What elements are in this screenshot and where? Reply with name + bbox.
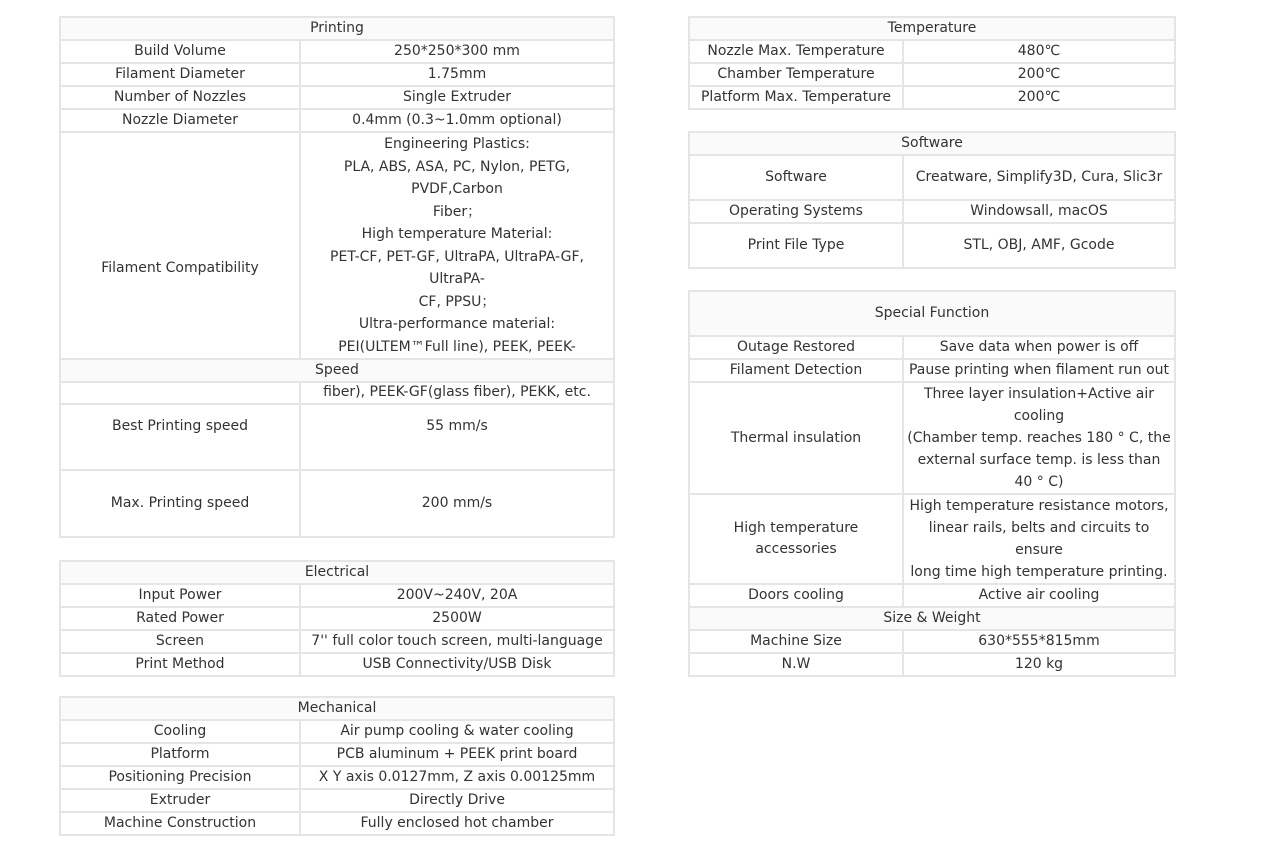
- section-title: Electrical: [60, 561, 614, 584]
- spec-value: Pause printing when filament run out: [903, 359, 1175, 382]
- printing-table: [59, 16, 615, 405]
- spec-value: Creatware, Simplify3D, Cura, Slic3r: [903, 155, 1175, 200]
- spec-label: Input Power: [60, 584, 300, 607]
- spec-label: Chamber Temperature: [689, 63, 903, 86]
- spec-value: Active air cooling: [903, 584, 1175, 607]
- spec-value: 55 mm/s: [300, 382, 614, 470]
- table-row: [60, 789, 614, 812]
- spec-label: High temperature accessories: [689, 494, 903, 584]
- spec-label: Doors cooling: [689, 584, 903, 607]
- section-title: Temperature: [689, 17, 1175, 40]
- table-row: [689, 494, 1175, 584]
- spec-value: 200℃: [903, 86, 1175, 109]
- table-row: [689, 630, 1175, 653]
- table-row: [689, 382, 1175, 494]
- spec-value: Air pump cooling & water cooling: [300, 720, 614, 743]
- spec-value: Directly Drive: [300, 789, 614, 812]
- section-title: Size & Weight: [689, 607, 1175, 630]
- spec-value: 0.4mm (0.3~1.0mm optional): [300, 109, 614, 132]
- section-title: Software: [689, 132, 1175, 155]
- spec-value: Windowsall, macOS: [903, 200, 1175, 223]
- spec-label: Nozzle Diameter: [60, 109, 300, 132]
- table-row: [689, 223, 1175, 268]
- table-row: [60, 584, 614, 607]
- value-line: linear rails, belts and circuits to ensure: [928, 520, 1150, 558]
- value-line: (Chamber temp. reaches 180 ° C, the: [907, 430, 1171, 446]
- section-title: Mechanical: [60, 697, 614, 720]
- table-row: [60, 812, 614, 835]
- spec-label: Rated Power: [60, 607, 300, 630]
- section-title: Special Function: [689, 291, 1175, 336]
- table-row: [689, 359, 1175, 382]
- spec-label: Build Volume: [60, 40, 300, 63]
- spec-value: USB Connectivity/USB Disk: [300, 653, 614, 676]
- table-row: [60, 382, 614, 470]
- table-row: [60, 630, 614, 653]
- temperature-table: [688, 16, 1176, 110]
- spec-label: Max. Printing speed: [60, 470, 300, 537]
- spec-label: Platform: [60, 743, 300, 766]
- value-line: PEI(ULTEM™Full line), PEEK, PEEK-: [338, 338, 576, 355]
- spec-value: STL, OBJ, AMF, Gcode: [903, 223, 1175, 268]
- spec-value: 630*555*815mm: [903, 630, 1175, 653]
- spec-label: Filament Diameter: [60, 63, 300, 86]
- spec-value: Single Extruder: [300, 86, 614, 109]
- section-title: Speed: [60, 359, 614, 382]
- spec-label: Operating Systems: [689, 200, 903, 223]
- value-line: Three layer insulation+Active air cooling: [923, 386, 1155, 424]
- spec-label: Positioning Precision: [60, 766, 300, 789]
- spec-value: PCB aluminum + PEEK print board: [300, 743, 614, 766]
- table-row: [689, 653, 1175, 676]
- spec-value: [903, 494, 1175, 584]
- table-row: [60, 653, 614, 676]
- spec-value: 2500W: [300, 607, 614, 630]
- spec-value: 7'' full color touch screen, multi-language: [300, 630, 614, 653]
- spec-value: 250*250*300 mm: [300, 40, 614, 63]
- section-title: Printing: [60, 17, 614, 40]
- value-line: CF, PPSU；: [418, 293, 496, 310]
- spec-label: Number of Nozzles: [60, 86, 300, 109]
- table-row: [60, 766, 614, 789]
- spec-label: Print Method: [60, 653, 300, 676]
- spec-label: Extruder: [60, 789, 300, 812]
- spec-label: Nozzle Max. Temperature: [689, 40, 903, 63]
- table-row: [60, 743, 614, 766]
- table-row: [689, 63, 1175, 86]
- spec-value: 200℃: [903, 63, 1175, 86]
- table-row: [689, 200, 1175, 223]
- value-line: long time high temperature printing.: [910, 564, 1168, 580]
- spec-label: Screen: [60, 630, 300, 653]
- value-line: High temperature resistance motors,: [909, 498, 1169, 514]
- spec-value: 1.75mm: [300, 63, 614, 86]
- table-row: [60, 63, 614, 86]
- spec-value: Fully enclosed hot chamber: [300, 812, 614, 835]
- table-row: [60, 607, 614, 630]
- software-table: [688, 131, 1176, 269]
- electrical-table: [59, 560, 615, 677]
- speed-table: [59, 358, 615, 538]
- special-function-table: [688, 290, 1176, 608]
- value-line: external surface temp. is less than 40 ° C): [917, 452, 1161, 490]
- spec-value: [903, 382, 1175, 494]
- value-line: High temperature Material:: [361, 226, 553, 242]
- table-row: [689, 155, 1175, 200]
- spec-value: 480℃: [903, 40, 1175, 63]
- value-line: Ultra-performance material:: [358, 316, 556, 332]
- spec-label: Print File Type: [689, 223, 903, 268]
- value-line: fiber), PEEK-GF(glass fiber), PEKK, etc.: [323, 383, 591, 400]
- spec-label: Platform Max. Temperature: [689, 86, 903, 109]
- spec-label: Filament Compatibility: [60, 132, 300, 404]
- spec-label: Cooling: [60, 720, 300, 743]
- spec-value: 200 mm/s: [300, 470, 614, 537]
- spec-label: Software: [689, 155, 903, 200]
- table-row: [689, 336, 1175, 359]
- spec-label: Machine Construction: [60, 812, 300, 835]
- mechanical-table: [59, 696, 615, 836]
- table-row: [60, 40, 614, 63]
- table-row: [689, 40, 1175, 63]
- value-line: PLA, ABS, ASA, PC, Nylon, PETG, PVDF,Carbon: [343, 158, 571, 197]
- spec-label: Thermal insulation: [689, 382, 903, 494]
- table-row: [689, 86, 1175, 109]
- table-row: [689, 584, 1175, 607]
- table-row: [60, 470, 614, 537]
- spec-value: Save data when power is off: [903, 336, 1175, 359]
- spec-label: Outage Restored: [689, 336, 903, 359]
- value-line: PET-CF, PET-GF, UltraPA, UltraPA-GF, UltraPA-: [330, 248, 584, 287]
- spec-value: X Y axis 0.0127mm, Z axis 0.00125mm: [300, 766, 614, 789]
- spec-label: N.W: [689, 653, 903, 676]
- spec-label: Best Printing speed: [60, 382, 300, 470]
- spec-value: 200V~240V, 20A: [300, 584, 614, 607]
- table-row: [60, 720, 614, 743]
- value-line: Fiber；: [432, 203, 482, 220]
- value-line: Engineering Plastics:: [384, 136, 530, 152]
- spec-value: 120 kg: [903, 653, 1175, 676]
- table-row: [60, 86, 614, 109]
- spec-label: Filament Detection: [689, 359, 903, 382]
- size-weight-table: [688, 606, 1176, 677]
- table-row: [60, 109, 614, 132]
- spec-label: Machine Size: [689, 630, 903, 653]
